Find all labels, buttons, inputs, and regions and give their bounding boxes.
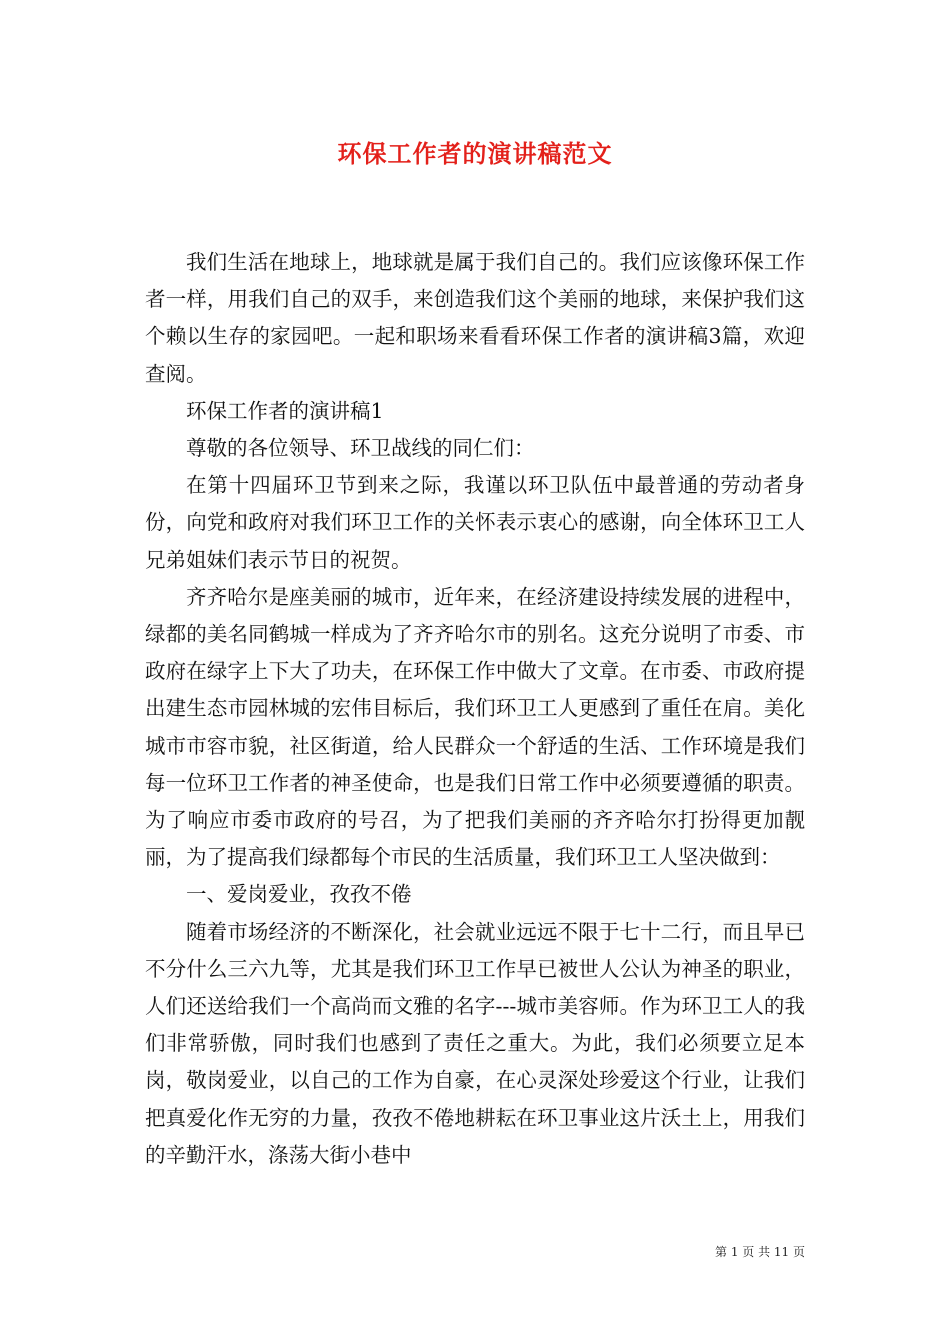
paragraph: 在第十四届环卫节到来之际，我谨以环卫队伍中最普通的劳动者身份，向党和政府对我们环卫工作的关怀表示衷心的感谢，向全体环卫工人兄弟姐妹们表示节日的祝贺。	[145, 473, 805, 572]
document-title: 环保工作者的演讲稿范文	[337, 139, 613, 168]
paragraph: 随着市场经济的不断深化，社会就业远远不限于七十二行，而且早已不分什么三六九等，尤其是我们环卫工作早已被世人公认为神圣的职业，人们还送给我们一个高尚而文雅的名字---城市美容师。作为环卫工人的我们非常骄傲，同时我们也感到了责任之重大。为此，我们必须要立足本岗，敬岗爱业，以自己的工作为自豪，在心灵深处珍爱这个行业，让我们把真爱化作无穷的力量，孜孜不倦地耕耘在环卫事业这片沃土上，用我们的辛勤汗水，涤荡大街小巷中	[145, 919, 805, 1167]
document-body	[145, 244, 805, 1174]
paragraph: 齐齐哈尔是座美丽的城市，近年来，在经济建设持续发展的进程中，绿都的美名同鹤城一样成为了齐齐哈尔市的别名。这充分说明了市委、市政府在绿字上下大了功夫，在环保工作中做大了文章。在市委、市政府提出建生态市园林城的宏伟目标后，我们环卫工人更感到了重任在肩。美化城市市容市貌，社区街道，给人民群众一个舒适的生活、工作环境是我们每一位环卫工作者的神圣使命，也是我们日常工作中必须要遵循的职责。为了响应市委市政府的号召，为了把我们美丽的齐齐哈尔打扮得更加靓丽，为了提高我们绿都每个市民的生活质量，我们环卫工人坚决做到：	[145, 584, 805, 870]
salutation: 尊敬的各位领导、环卫战线的同仁们：	[186, 436, 535, 461]
paragraph-intro: 我们生活在地球上，地球就是属于我们自己的。我们应该像环保工作者一样，用我们自己的双手，来创造我们这个美丽的地球，来保护我们这个赖以生存的家园吧。一起和职场来看看环保工作者的演讲稿3篇，欢迎查阅。	[145, 250, 805, 386]
section-heading: 环保工作者的演讲稿1	[186, 398, 384, 423]
subsection-heading: 一、爱岗爱业，孜孜不倦	[186, 882, 412, 907]
page-number: 第 1 页 共 11 页	[715, 1245, 805, 1259]
